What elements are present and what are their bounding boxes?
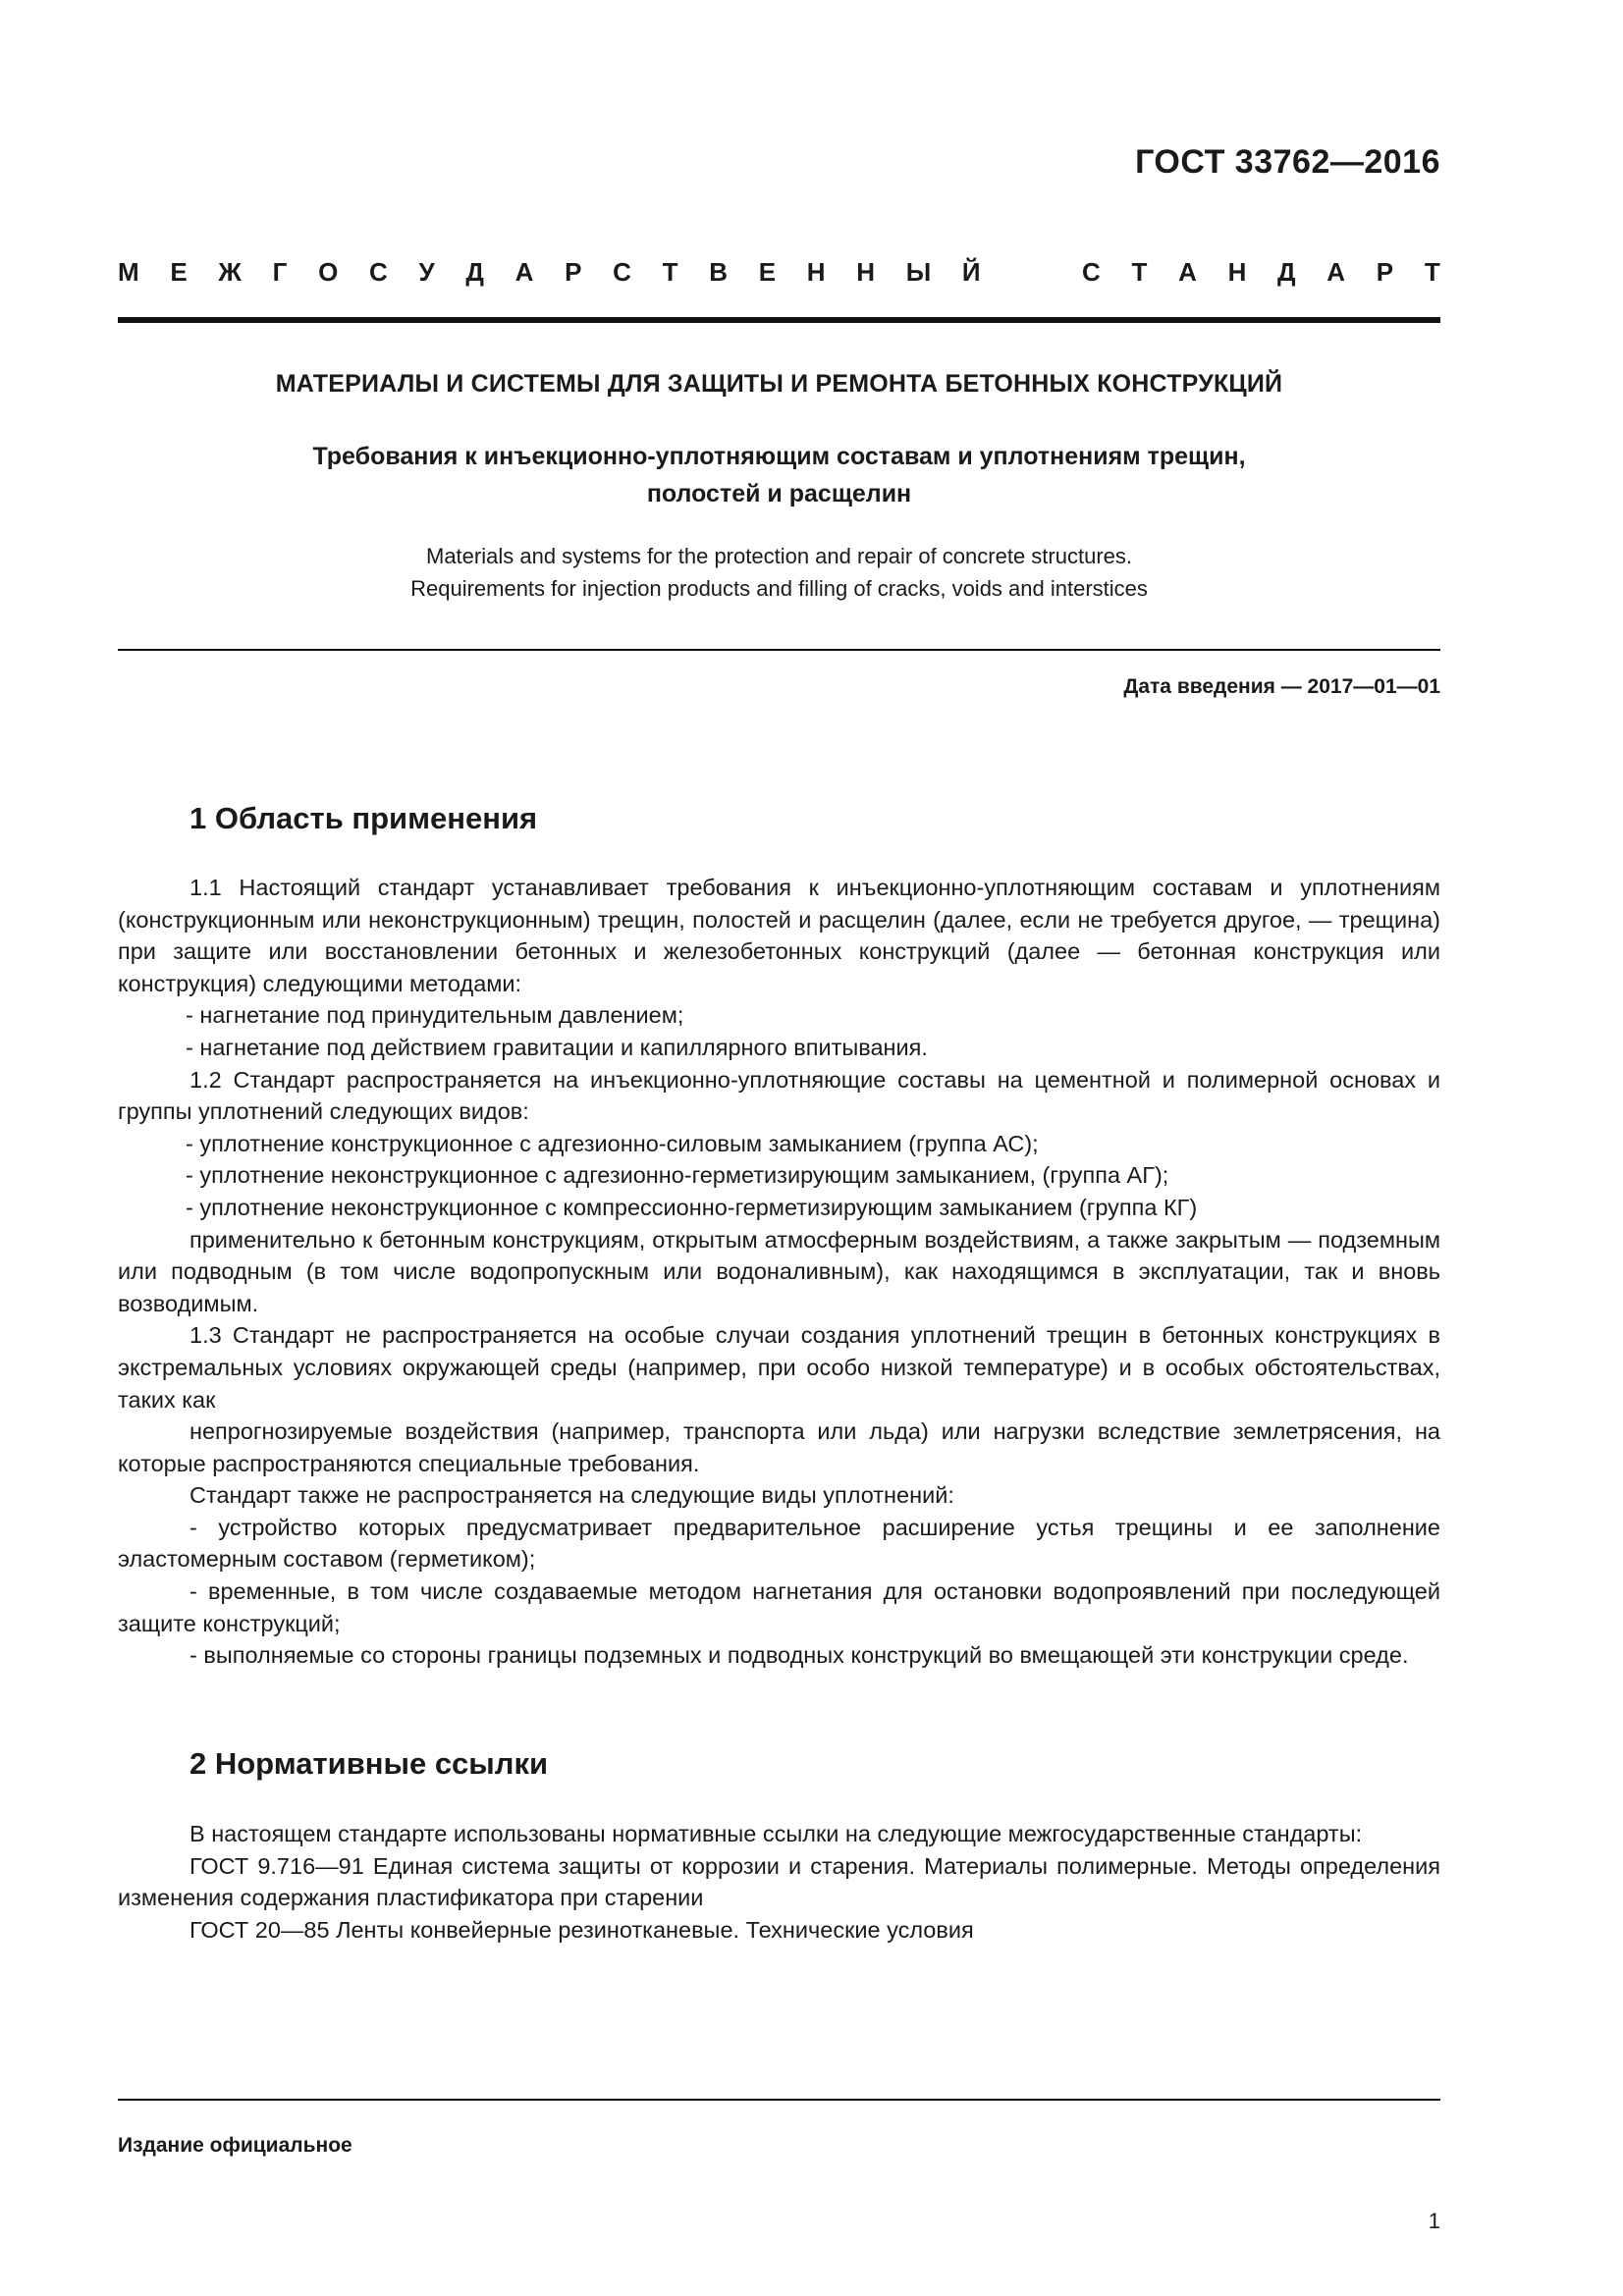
paragraph: ГОСТ 9.716—91 Единая система защиты от коррозии и старения. Материалы полимерные. Методы определения изменения содержания пластификатора при старении (118, 1852, 1440, 1911)
list-item: - уплотнение неконструкционное с компрессионно-герметизирующим замыканием (группа КГ) (186, 1194, 1198, 1220)
list-item: - уплотнение неконструкционное с адгезионно-герметизирующим замыканием, (группа АГ); (186, 1162, 1169, 1189)
section-2-heading: 2 Нормативные ссылки (189, 1746, 549, 1781)
spaced_right-letter: Т (1131, 257, 1148, 287)
spaced_left-letter: Р (565, 257, 582, 287)
paragraph: непрогнозируемые воздействия (например, транспорта или льда) или нагрузки вследствие землетрясения, на которые распространяются специальные требования. (118, 1418, 1440, 1476)
subtitle-line-1: Требования к инъекционно-уплотняющим составам и уплотнениям трещин, (312, 443, 1246, 470)
paragraph: 1.1 Настоящий стандарт устанавливает требования к инъекционно-уплотняющим составам и уплотнениям (конструкционным или неконструкционным) трещин, полостей и расщелин (далее, если не требуется другое, — трещина) при защите или восстановлении бетонных и железобетонных конструкций (далее — бетонная конструкция или конструкция) следующими методами: (118, 875, 1440, 996)
spaced_right-letter: Р (1376, 257, 1394, 287)
footer-rule (118, 2099, 1440, 2101)
spaced_left-letter: Н (856, 257, 876, 287)
spaced_left-letter: Д (465, 257, 484, 287)
english-title-line-1: Materials and systems for the protection and repair of concrete structures. (426, 544, 1132, 568)
spaced_left-letter: В (709, 257, 729, 287)
spaced_left-letter: У (418, 257, 435, 287)
paragraph: применительно к бетонным конструкциям, открытым атмосферным воздействиям, а также закрытым — подземным или подводным (в том числе водопропускным или водоналивным), как находящимся в эксплуатации, так и вновь возводимым. (118, 1226, 1440, 1316)
spaced_right-letter: Н (1227, 257, 1247, 287)
spaced_left-letter: С (369, 257, 388, 287)
spaced_left-letter: Г (272, 257, 288, 287)
spaced_left-letter: Т (662, 257, 678, 287)
spaced_left-letter: С (613, 257, 631, 287)
spaced_left-letter: М (118, 257, 139, 287)
spaced_right-letter: А (1178, 257, 1197, 287)
title-rule (118, 649, 1440, 651)
document-id: ГОСТ 33762—2016 (1135, 143, 1440, 181)
paragraph: 1.3 Стандарт не распространяется на особые случаи создания уплотнений трещин в бетонных конструкциях в экстремальных условиях окружающей среды (например, при особо низкой температуре) и в особых обстоятельствах, таких как (118, 1322, 1440, 1413)
spaced_right-letter: С (1082, 257, 1101, 287)
standard-type-banner (118, 257, 1440, 288)
introduction-date: Дата введения — 2017—01—01 (1123, 675, 1440, 698)
paragraph: - временные, в том числе создаваемые методом нагнетания для остановки водопроявлений при последующей защите конструкций; (118, 1578, 1440, 1636)
section-1-heading: 1 Область применения (189, 801, 538, 835)
subtitle-line-2: полостей и расщелин (646, 480, 912, 507)
paragraph: 1.2 Стандарт распространяется на инъекционно-уплотняющие составы на цементной и полимерной основах и группы уплотнений следующих видов: (118, 1066, 1440, 1125)
document-title: МАТЕРИАЛЫ И СИСТЕМЫ ДЛЯ ЗАЩИТЫ И РЕМОНТА БЕТОННЫХ КОНСТРУКЦИЙ (275, 370, 1283, 398)
list-item: - нагнетание под действием гравитации и капиллярного впитывания. (186, 1034, 928, 1060)
official-edition-label: Издание официальное (118, 2134, 352, 2157)
spaced_left-letter: О (318, 257, 339, 287)
spaced_left-letter: Е (170, 257, 188, 287)
english-title (118, 540, 1440, 605)
spaced_right-letter: Д (1277, 257, 1296, 287)
banner-word-gap (1011, 257, 1051, 288)
section-1-body (118, 872, 1440, 1672)
spaced_left-letter: Ы (905, 257, 932, 287)
paragraph: Стандарт также не распространяется на следующие виды уплотнений: (189, 1482, 954, 1509)
spaced_left-letter: Н (806, 257, 826, 287)
spaced_right-letter: А (1326, 257, 1346, 287)
paragraph: ГОСТ 20—85 Ленты конвейерные резинотканевые. Технические условия (189, 1916, 974, 1943)
list-item: - уплотнение конструкционное с адгезионно-силовым замыканием (группа АС); (186, 1130, 1039, 1156)
header-rule (118, 317, 1440, 323)
list-item: - нагнетание под принудительным давлением; (186, 1002, 684, 1029)
page-number: 1 (1428, 2209, 1440, 2233)
document-subtitle (118, 438, 1440, 512)
spaced_left-letter: Е (758, 257, 777, 287)
english-title-line-2: Requirements for injection products and filling of cracks, voids and interstices (410, 576, 1148, 601)
paragraph: В настоящем стандарте использованы нормативные ссылки на следующие межгосударственные стандарты: (189, 1821, 1363, 1846)
paragraph: - выполняемые со стороны границы подземных и подводных конструкций во вмещающей эти конструкции среде. (189, 1642, 1409, 1669)
section-2-body (118, 1818, 1440, 1946)
spaced_left-letter: Й (961, 257, 981, 287)
spaced_right-letter: Т (1424, 257, 1440, 287)
spaced_left-letter: А (514, 257, 534, 287)
document-page (118, 0, 1440, 2296)
spaced_left-letter: Ж (218, 257, 242, 287)
paragraph: - устройство которых предусматривает предварительное расширение устья трещины и ее заполнение эластомерным составом (герметиком); (118, 1514, 1440, 1573)
